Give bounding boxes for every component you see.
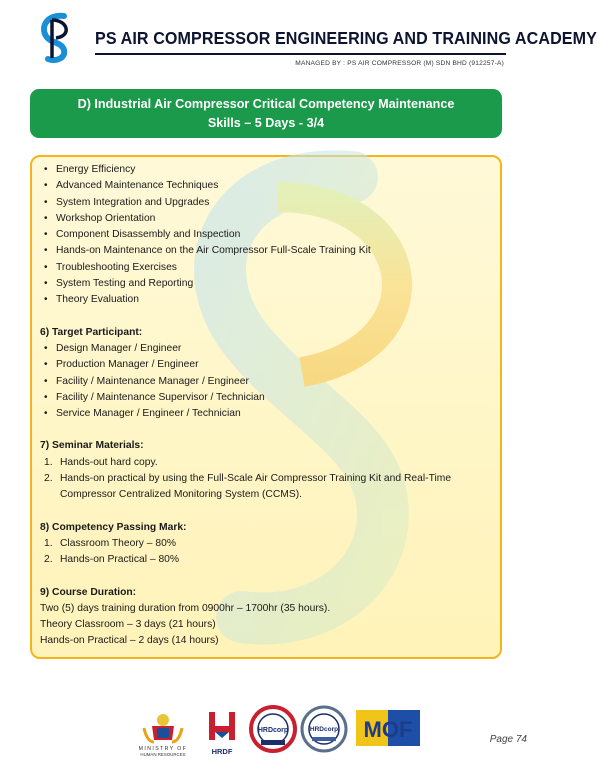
course-title-banner	[30, 89, 502, 138]
hrd-corp-claimable-badge	[300, 704, 348, 754]
list-item: • Service Manager / Engineer / Technician	[40, 406, 492, 422]
course-content	[32, 157, 500, 650]
list-item: • Production Manager / Engineer	[40, 357, 492, 373]
duration-line: Two (5) days training duration from 0900hr – 1700hr (35 hours).	[40, 602, 331, 614]
passing-mark-list	[40, 536, 492, 569]
target-participant-list	[40, 341, 492, 422]
hrd-corp-text: HRDcorp	[257, 727, 289, 734]
ministry-line2: HUMAN RESOURCES	[140, 752, 186, 757]
list-item: • Design Manager / Engineer	[40, 341, 492, 357]
passing-mark-heading: 8) Competency Passing Mark:	[40, 521, 187, 533]
list-number: 2.	[44, 473, 53, 485]
list-item: • Advanced Maintenance Techniques	[40, 178, 492, 194]
hrd-corp-registered-badge	[249, 704, 297, 754]
header-divider	[95, 53, 506, 55]
mof-text: MOF	[363, 717, 413, 742]
course-duration-heading: 9) Course Duration:	[40, 586, 137, 598]
list-item: • System Integration and Upgrades	[40, 195, 492, 211]
page-number: Page 74	[489, 734, 527, 745]
course-content-box	[30, 155, 502, 659]
list-item: • Component Disassembly and Inspection	[40, 227, 492, 243]
academy-name: PS AIR COMPRESSOR ENGINEERING AND TRAINING ACADEMY	[95, 28, 597, 48]
list-item: • Energy Efficiency	[40, 162, 492, 178]
list-text: Classroom Theory – 80%	[60, 537, 176, 549]
list-text: Hands-on practical by using the Full-Scale Air Compressor Training Kit and Real-Time	[60, 473, 452, 485]
mof-logo	[356, 710, 420, 746]
target-participant-heading: 6) Target Participant:	[40, 326, 143, 338]
list-text: Hands-on Practical – 80%	[60, 554, 180, 566]
list-text: Hands-out hard copy.	[60, 456, 158, 468]
list-text-continued: Compressor Centralized Monitoring System (CCMS).	[60, 489, 303, 501]
list-item: • Facility / Maintenance Supervisor / Technician	[40, 390, 492, 406]
list-item	[40, 536, 492, 552]
seminar-materials-list	[40, 455, 492, 504]
list-number: 2.	[44, 554, 53, 566]
list-item	[40, 552, 492, 568]
page-header	[0, 0, 597, 76]
list-item	[40, 471, 492, 504]
module-list	[40, 162, 492, 309]
hrdf-logo	[205, 708, 239, 758]
ministry-line1: MINISTRY OF	[138, 746, 188, 752]
list-item: • Troubleshooting Exercises	[40, 260, 492, 276]
managed-by-text: MANAGED BY : PS AIR COMPRESSOR (M) SDN BHD (912257-A)	[295, 60, 504, 67]
duration-line: Theory Classroom – 3 days (21 hours)	[40, 619, 216, 631]
course-title-line2: Skills – 5 Days - 3/4	[207, 115, 325, 130]
list-item: • Theory Evaluation	[40, 292, 492, 308]
hrdf-text: HRDF	[211, 747, 233, 756]
duration-line: Hands-on Practical – 2 days (14 hours)	[40, 635, 219, 647]
list-item: • Workshop Orientation	[40, 211, 492, 227]
footer-logos	[0, 700, 542, 760]
course-title-line1: D) Industrial Air Compressor Critical Competency Maintenance	[77, 96, 455, 111]
list-item: • System Testing and Reporting	[40, 276, 492, 292]
hrd-corp-text-2: HRDcorp	[309, 726, 339, 733]
ps-academy-logo	[34, 12, 80, 64]
seminar-materials-heading: 7) Seminar Materials:	[40, 440, 144, 452]
list-item: • Facility / Maintenance Manager / Engineer	[40, 374, 492, 390]
list-number: 1.	[44, 537, 53, 549]
ministry-crest-logo	[132, 704, 194, 758]
list-number: 1.	[44, 456, 53, 468]
list-item: • Hands-on Maintenance on the Air Compressor Full-Scale Training Kit	[40, 243, 492, 259]
list-item	[40, 455, 492, 471]
